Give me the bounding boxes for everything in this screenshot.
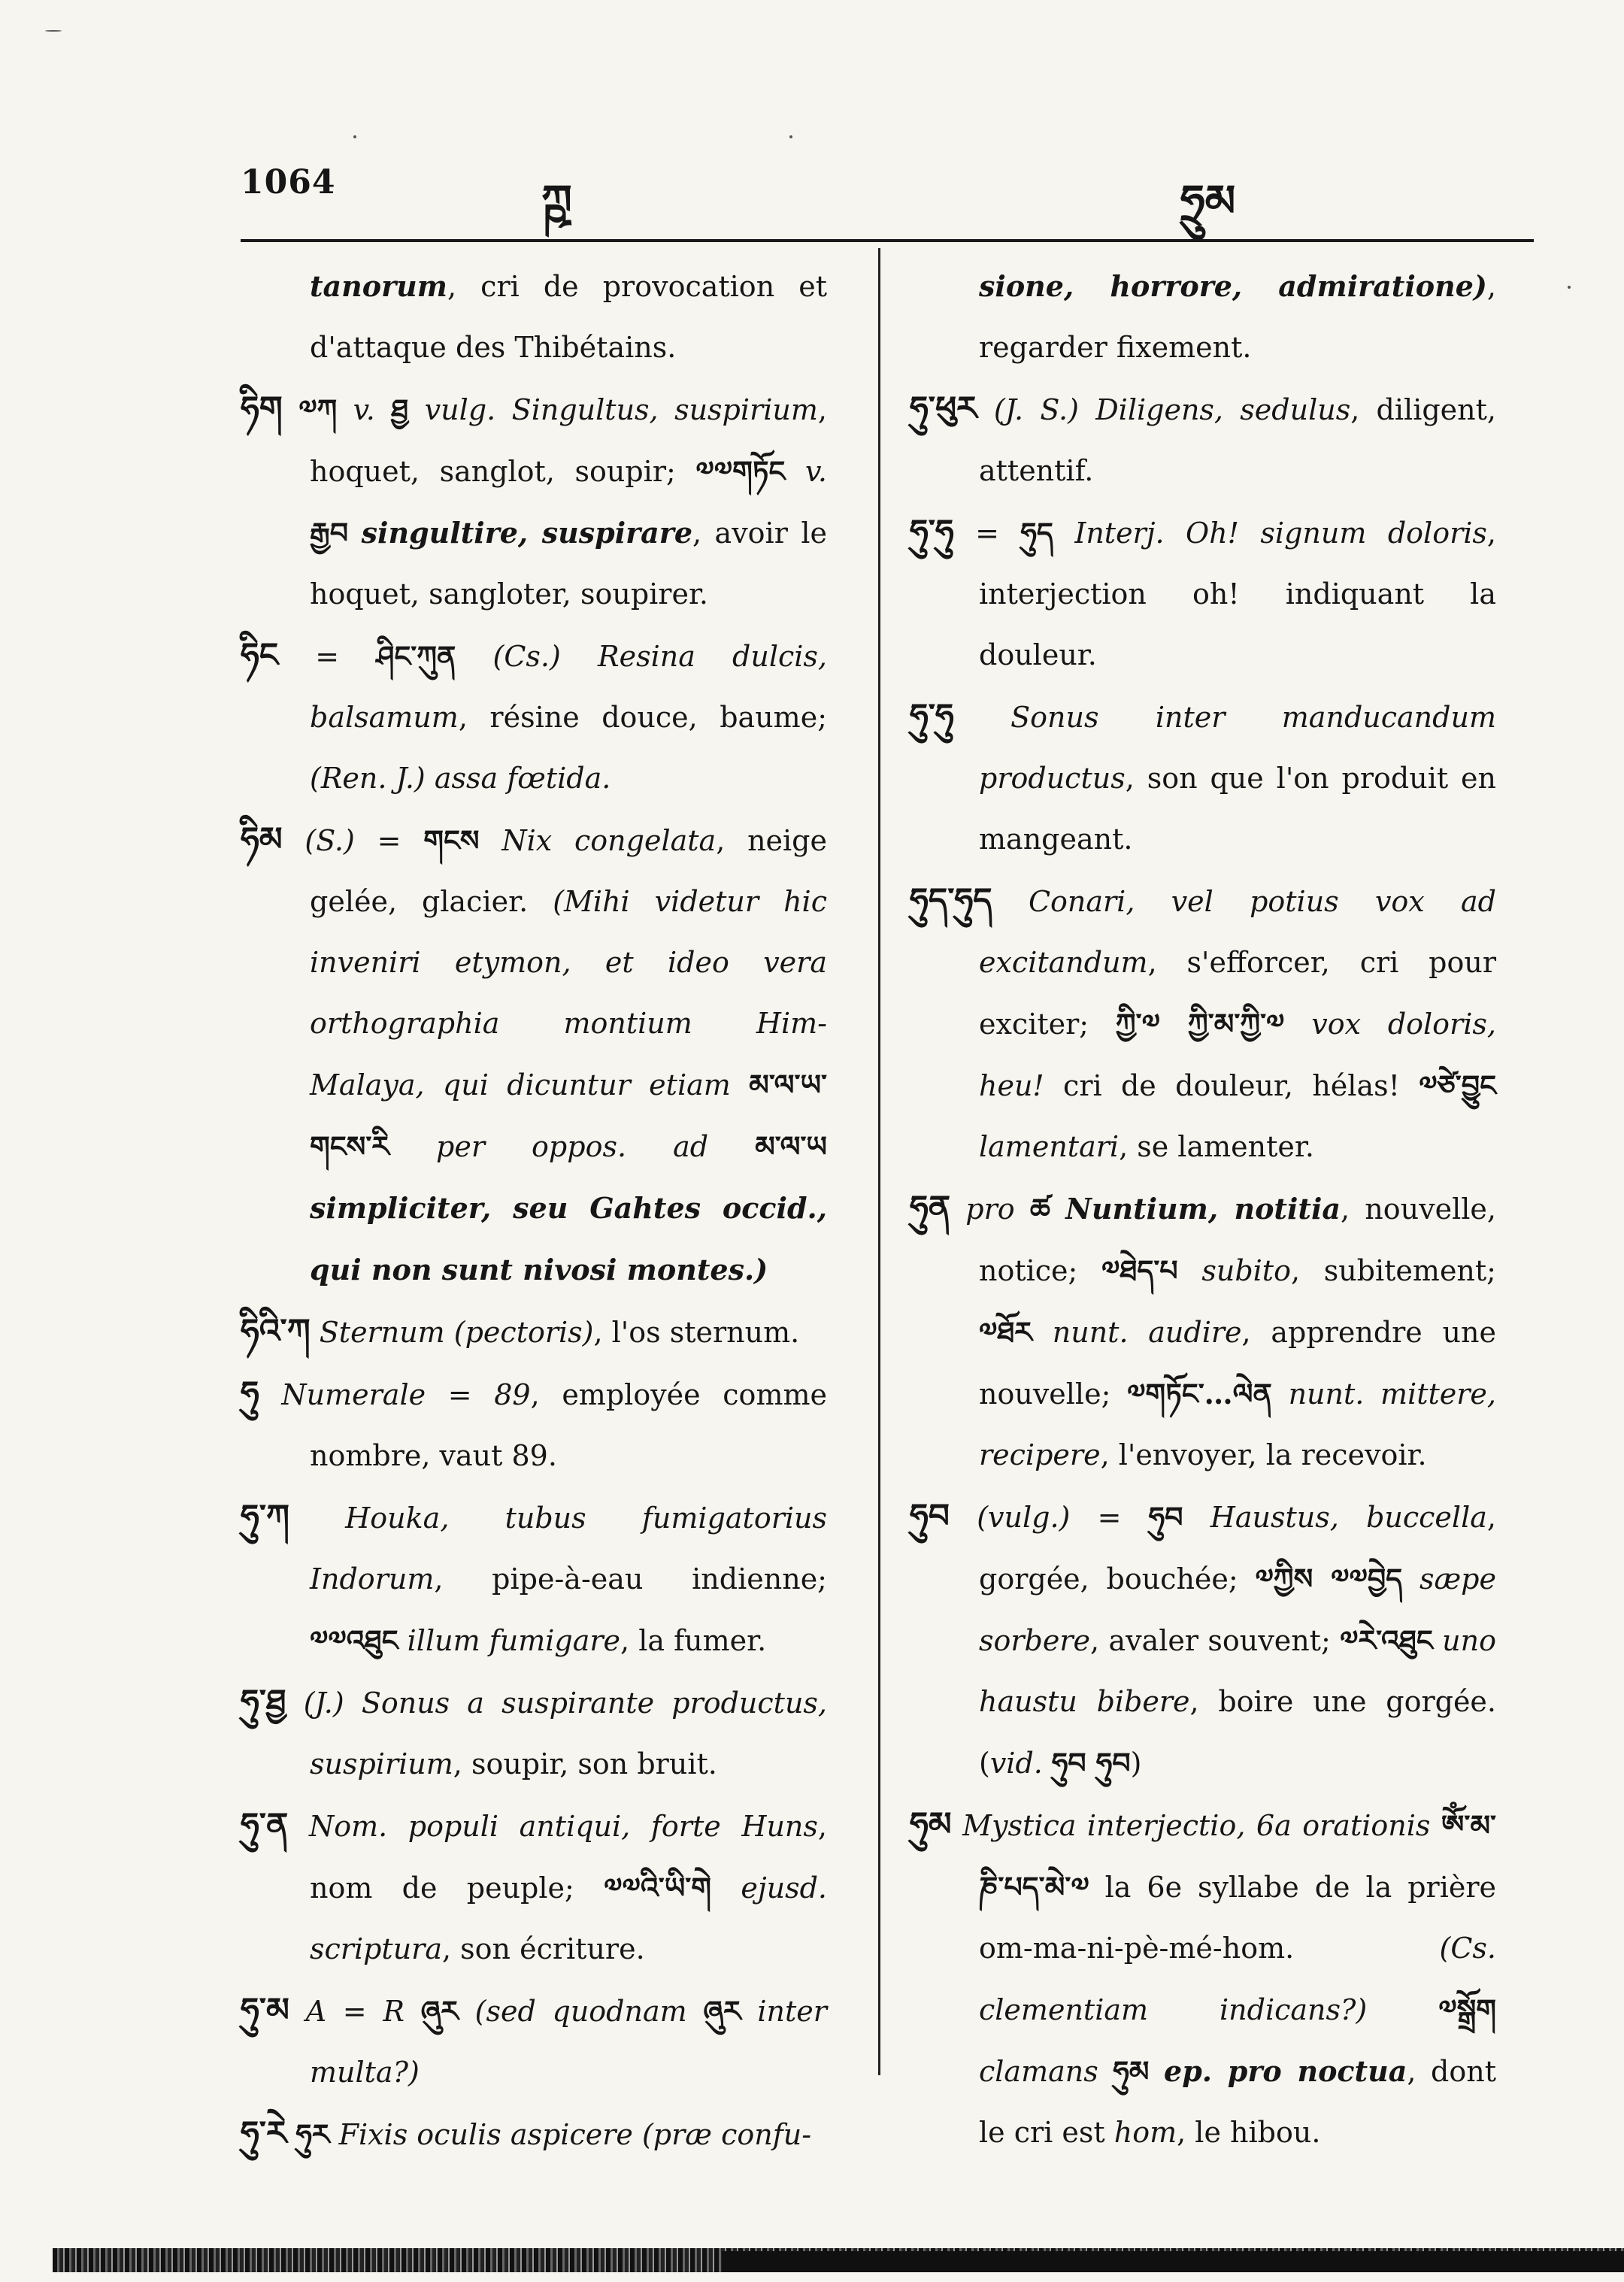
entry-definition: (vulg.) = ཧུབ Haustus, buccella, gorgée, bouchée; ༧ཀྱིས ༧༧བྱེད sæpe sorbere, avaler souvent; ༧རེ་འཐུང uno haustu bibere, boire une gorgée. (vid. ཧུབ ཧུབ) [977, 1500, 1496, 1780]
scan-edge-bar-solid [722, 2251, 1624, 2272]
dictionary-entry [910, 502, 1496, 686]
dictionary-entry [241, 1486, 827, 1671]
dictionary-entry [910, 870, 1496, 1177]
dictionary-entry [241, 809, 827, 1301]
dictionary-entry [241, 2103, 827, 2165]
entry-definition: ཧུར Fixis oculis aspicere (præ confu- [295, 2117, 812, 2151]
dictionary-entry [910, 1486, 1496, 1794]
entry-continuation [910, 256, 1496, 378]
entry-headword: ཧུ་མ [241, 1991, 289, 2029]
left-running-headword: ཀྵ [541, 175, 572, 226]
entry-headword: ཧུ་ཕུར [910, 389, 977, 428]
dictionary-entry [910, 378, 1496, 502]
entry-headword: ཧིའི་ཀ [241, 1312, 311, 1350]
entry-definition: (J. S.) Diligens, sedulus, diligent, attentif. [979, 393, 1496, 487]
entry-definition: tanorum, cri de provocation et d'attaque des Thibétains. [310, 269, 827, 364]
entry-definition: Sternum (pectoris), l'os sternum. [319, 1316, 800, 1349]
entry-definition: (S.) = གངས Nix congelata, neige gelée, glacier. (Mihi videtur hic inveniri etymon, et ideo vera orthographia montium Him-Malaya, qui dicuntur etiam མ་ལ་ཡ་གངས་རི per oppos. ad མ་ལ་ཡ simpliciter, seu Gahtes occid., qui non sunt nivosi montes.) [304, 823, 827, 1286]
page-number: 1064 [241, 163, 336, 202]
header-rule [241, 239, 1534, 242]
right-running-headword: ཧྲུམ [1180, 175, 1236, 226]
entry-headword: ཧིམ [241, 820, 283, 859]
entry-definition: pro ཚ Nuntium, notitia, nouvelle, notice; ༧ཐེད་པ subito, subitement; ༧ཐོར nunt. audire, apprendre une nouvelle; ༧གཏོང་…ལེན nunt. mittere, recipere, l'envoyer, la recevoir. [965, 1192, 1496, 1471]
entry-definition: sione, horrore, admiratione), regarder fixement. [979, 269, 1496, 364]
scan-speck [789, 135, 792, 138]
left-column [241, 256, 827, 2165]
dictionary-entry [241, 1980, 827, 2103]
entry-continuation [241, 256, 827, 378]
entry-definition: A = R ཞུར (sed quodnam ཞུར inter multa?) [305, 1994, 827, 2089]
entry-definition: Mystica interjectio, 6a orationis ཨོཾ་མ་ཎི་པད་མེ་༧ la 6e syllabe de la prière om-ma-ni-pè-mé-hom. (Cs. clementiam indicans?) ༧སྒྲོག clamans ཧུམ ep. pro noctua, dont le cri est hom, le hibou. [962, 1808, 1496, 2149]
dictionary-entry [241, 1671, 827, 1795]
entry-definition: Numerale = 89, employée comme nombre, vaut 89. [281, 1378, 827, 1472]
entry-definition: Sonus inter manducandum productus, son que l'on produit en mangeant. [979, 701, 1496, 856]
entry-definition: Houka, tubus fumigatorius Indorum, pipe-à-eau indienne; ༧༧འཐུང illum fumigare, la fumer. [310, 1502, 827, 1657]
entry-headword: ཧུན [910, 1189, 951, 1227]
dictionary-entry [241, 1363, 827, 1486]
dictionary-entry [910, 1794, 1496, 2163]
dictionary-entry [910, 1177, 1496, 1486]
entry-definition: Conari, vel potius vox ad excitandum, s'efforcer, cri pour exciter; ཀྱི་༧ ཀྱི་མ་ཀྱི་༧ vox doloris, heu! cri de douleur, hélas! ༧ཙེ་བྱུང lamentari, se lamenter. [979, 885, 1496, 1163]
page-header [241, 147, 1519, 229]
entry-headword: ཧུ་ཐྱ [241, 1683, 286, 1721]
entry-definition: (J.) Sonus a suspirante productus, suspirium, soupir, son bruit. [303, 1686, 827, 1780]
dictionary-entry [241, 378, 827, 625]
entry-headword: ཧུད་ཧུད [910, 881, 992, 920]
dictionary-entry [241, 625, 827, 809]
dictionary-entry [241, 1301, 827, 1363]
entry-headword: ཧིང [241, 636, 279, 674]
entry-headword: ཧུ་ཀ [241, 1498, 289, 1536]
entry-definition: = ཤིང་ཀུན (Cs.) Resina dulcis, balsamum, résine douce, baume; (Ren. J.) assa fœtida. [310, 639, 827, 795]
scan-speck [353, 135, 356, 138]
entry-definition: = ཧུད Interj. Oh! signum doloris, interjection oh! indiquant la douleur. [975, 516, 1496, 671]
entry-definition: ༧ཀ v. ཐྱ vulg. Singultus, suspirium, hoquet, sanglot, soupir; ༧༧གཏོང v. རྒྱབ singultire, suspirare, avoir le hoquet, sangloter, soupirer. [298, 392, 827, 611]
entry-headword: ཧུ་ན [241, 1806, 289, 1844]
scan-speck [45, 30, 62, 32]
entry-definition: Nom. populi antiqui, forte Huns, nom de peuple; ༧༧འི་ཡི་གེ ejusd. scriptura, son écriture. [308, 1810, 827, 1965]
dictionary-entry [241, 1795, 827, 1980]
entry-headword: ཧུ་ཧུ [910, 513, 954, 551]
dictionary-entry [910, 686, 1496, 870]
entry-headword: ཧུ [241, 1374, 259, 1413]
entry-headword: ཧིག [241, 389, 283, 428]
entry-headword: ཧུམ [910, 1805, 952, 1844]
entry-headword: ཧུབ [910, 1497, 950, 1535]
entry-headword: ཧུ་ཧུ [910, 697, 954, 735]
column-divider [878, 248, 880, 2075]
entry-headword: ཧུ་རེ [241, 2114, 287, 2153]
right-column [910, 256, 1496, 2163]
scan-speck [1568, 286, 1571, 289]
